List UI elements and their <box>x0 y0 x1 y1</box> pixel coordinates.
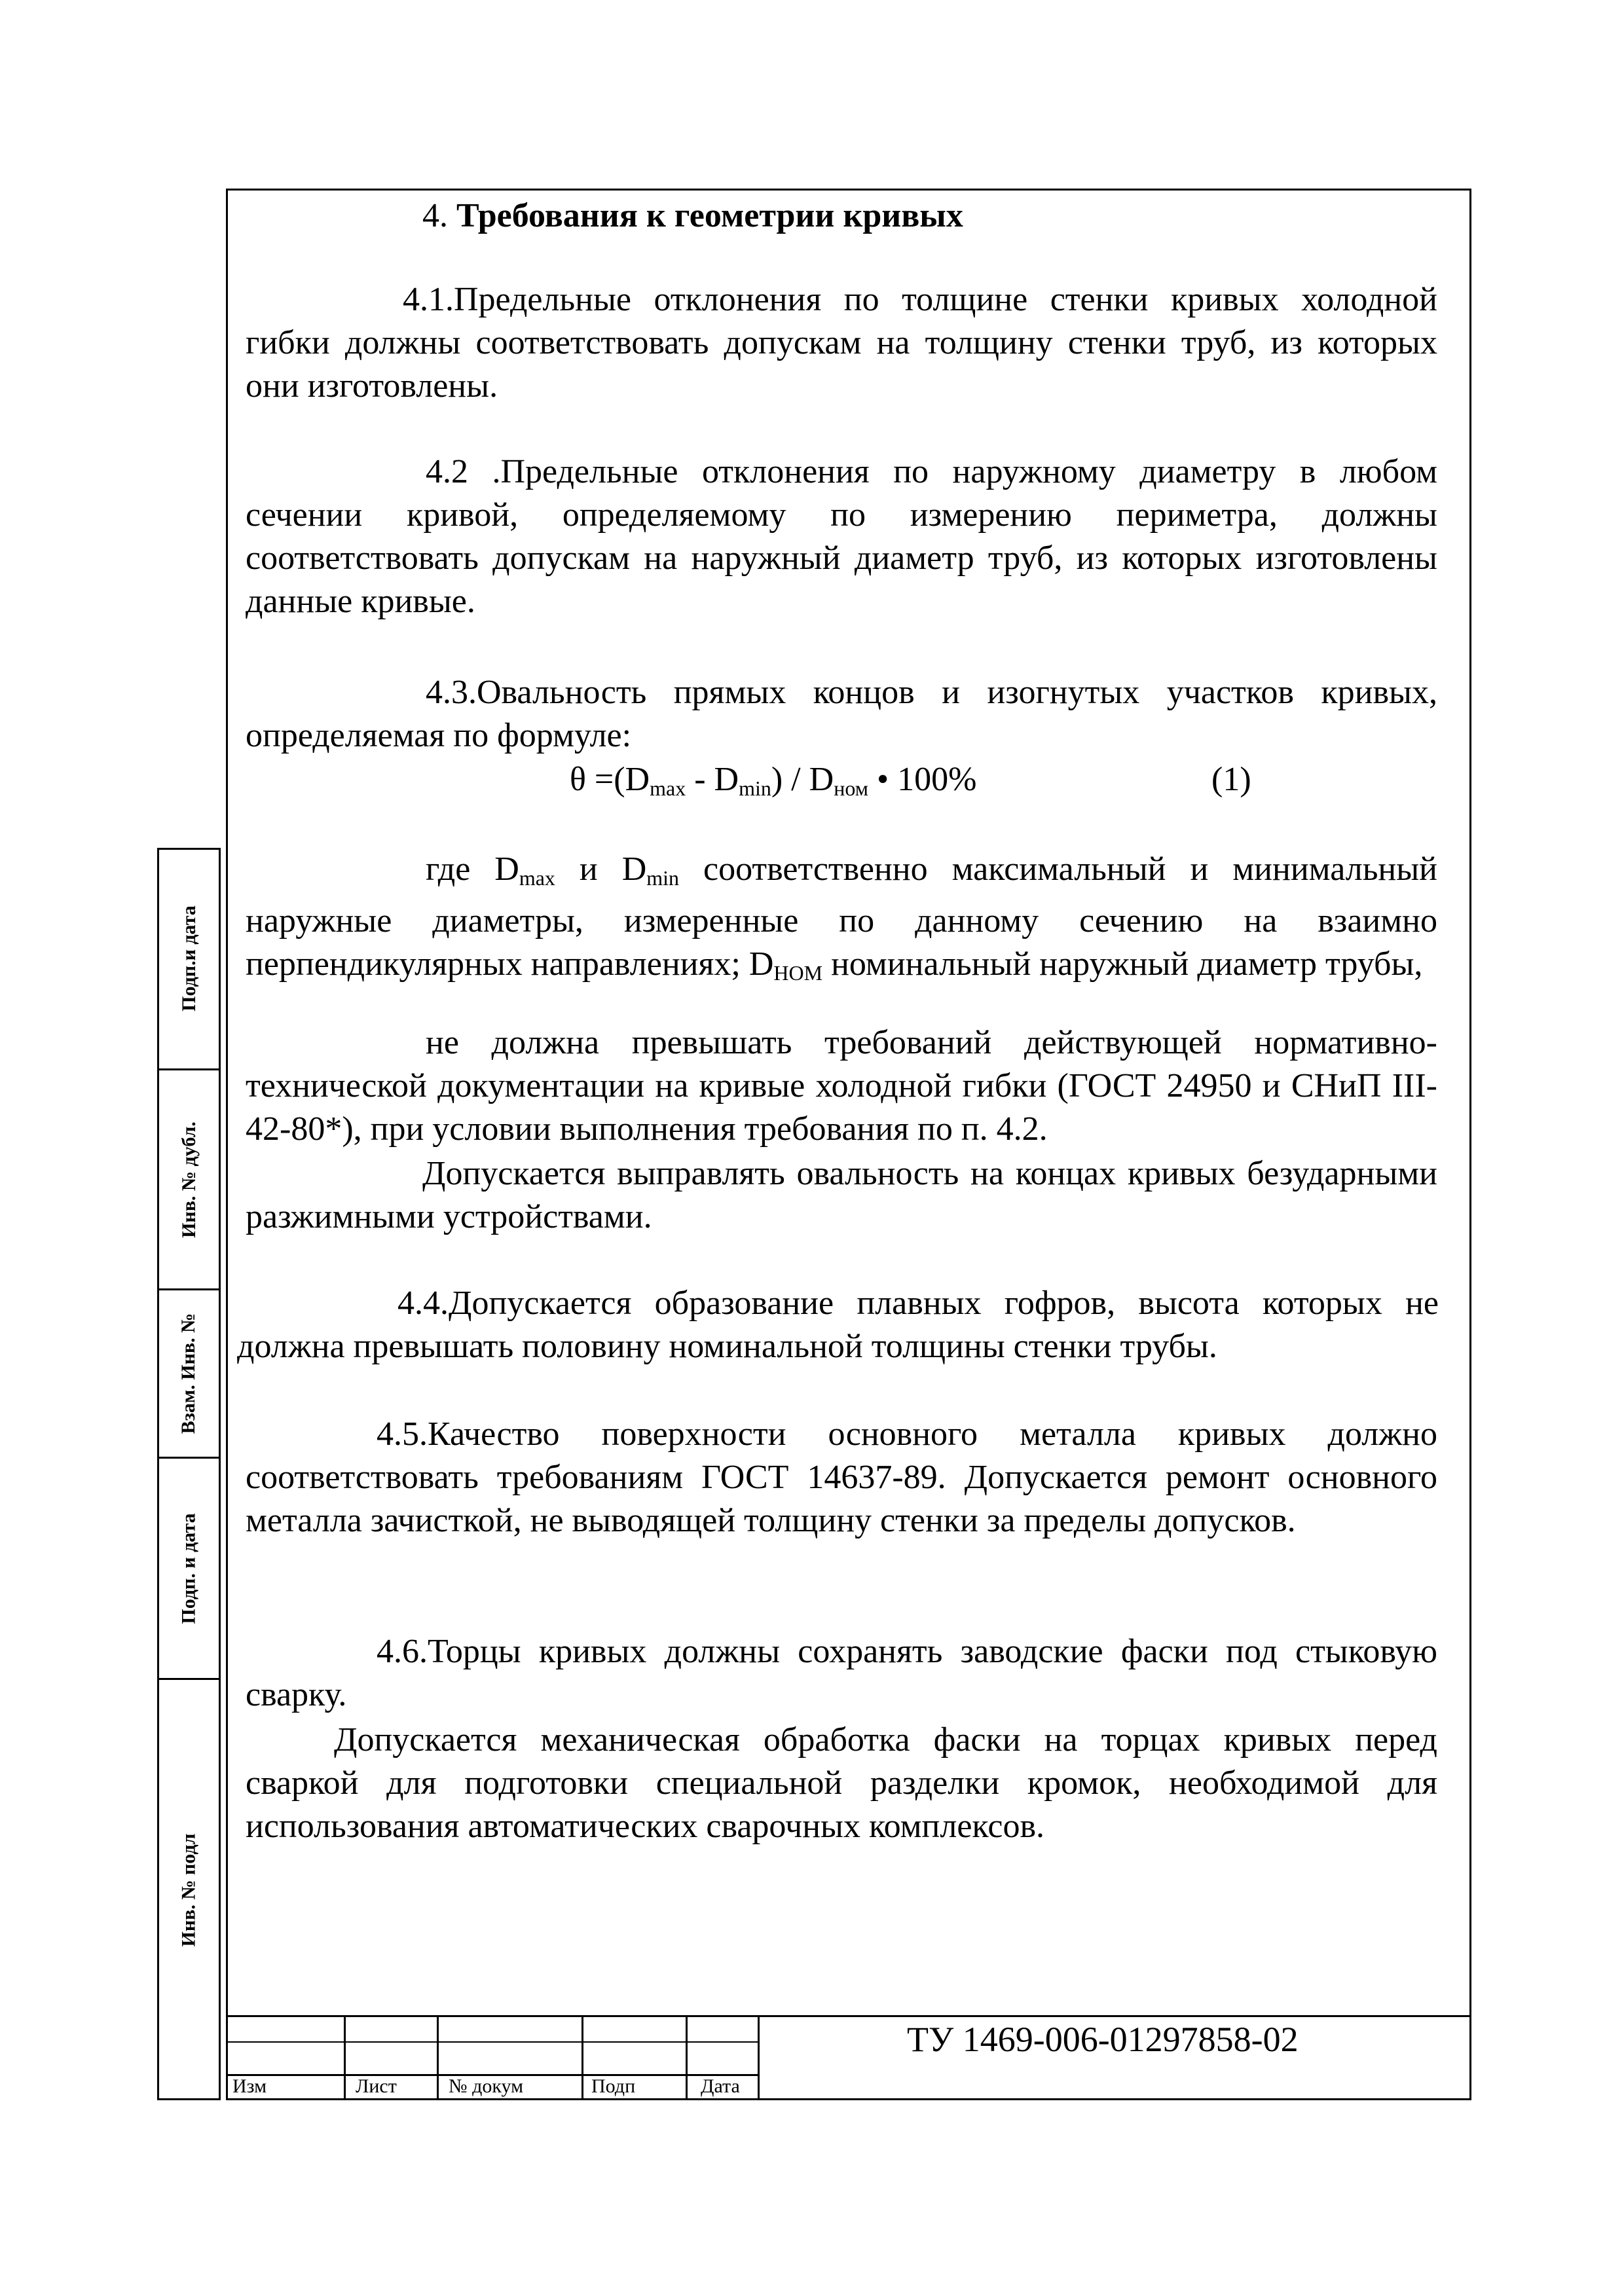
section-title: Требования к геометрии кривых <box>456 197 963 234</box>
side-label-original-inv: Инв. № подл <box>177 1833 200 1947</box>
col-doc-num: № докум <box>449 2075 524 2097</box>
formula: $\theta =(D_{max} - D_{min}) / D_{ном}$ • 100% <box>570 761 977 800</box>
paragraph-4-1: 4.1.Предельные отклонения по толщине стенки кривых холодной гибки должны соответствовать допускам на толщину стенки труб, из которых они изготовлены. <box>246 281 1437 405</box>
section-heading <box>422 195 963 237</box>
paragraph-4-6-machining: Допускается механическая обработка фаски на торцах кривых перед сваркой для подготовки специальной разделки кромок, необходимой для использования автоматических сварочных комплексов. <box>246 1721 1437 1845</box>
paragraph-4-3: 4.3.Овальность прямых концов и изогнутых участков кривых, определяемая по формуле: <box>246 674 1437 754</box>
side-label-dup-inv: Инв. № дубл. <box>177 1121 200 1238</box>
paragraph-4-4: 4.4.Допускается образование плавных гофров, высота которых не должна превышать половину номинальной толщины стенки трубы. <box>237 1285 1439 1365</box>
document-number: ТУ 1469-006-01297858-02 <box>907 2020 1299 2059</box>
col-izm: Изм <box>232 2075 267 2097</box>
section-number: 4. <box>422 197 448 234</box>
paragraph-4-6: 4.6.Торцы кривых должны сохранять заводские фаски под стыковую сварку. <box>246 1633 1437 1713</box>
col-sign: Подп <box>591 2075 636 2097</box>
paragraph-4-5: 4.5.Качество поверхности основного металла кривых должно соответствовать требованиям ГОСТ 14637-89. Допускается ремонт основного металла зачисткой, не выводящей толщину стенки за пределы допусков. <box>246 1415 1437 1539</box>
paragraph-4-3-continued: не должна превышать требований действующей нормативно-технической документации на кривые холодной гибки (ГОСТ 24950 и СНиП III-42-80*), при условии выполнения требования по п. 4.2. <box>246 1024 1437 1148</box>
side-label-sign-date: Подп.и дата <box>177 905 200 1011</box>
formula-number: (1) <box>1211 761 1251 798</box>
side-label-sign-date-2: Подп. и дата <box>177 1512 200 1624</box>
paragraph-4-3-ovality: Допускается выправлять овальность на концах кривых безударными разжимными устройствами. <box>246 1155 1437 1235</box>
col-date: Дата <box>701 2075 740 2097</box>
side-label-replacement-inv: Взам. Инв. № <box>177 1313 200 1434</box>
paragraph-where: где $D_{max}$ и $D_{min}$ соответственно максимальный и минимальный наружные диаметры, измеренные по данному сечению на взаимно перпендикулярных направлениях; $D_{НОМ}$ номинальный наружный диаметр трубы, <box>246 850 1437 985</box>
paragraph-4-2: 4.2 .Предельные отклонения по наружному диаметру в любом сечении кривой, определяемому по измерению периметра, должны соответствовать допускам на наружный диаметр труб, из которых изготовлены данные кривые. <box>246 453 1437 620</box>
col-list: Лист <box>356 2075 397 2097</box>
